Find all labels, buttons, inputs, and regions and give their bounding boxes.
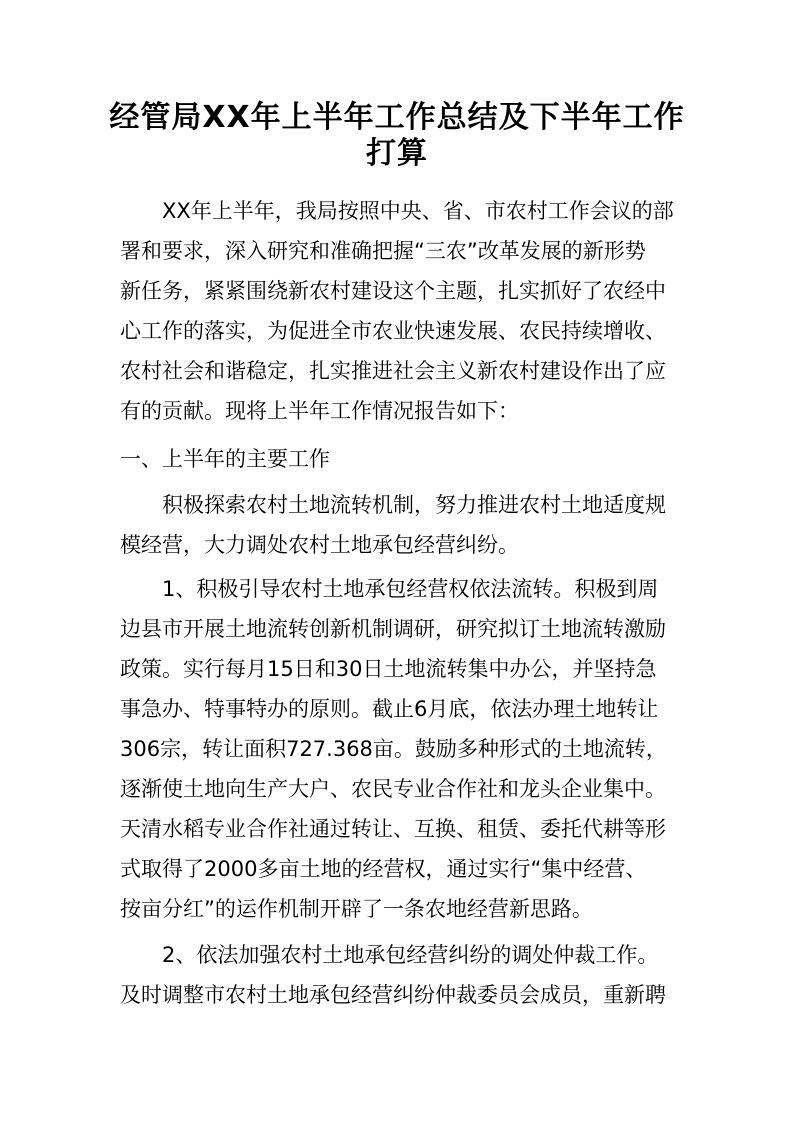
paragraph-line: 1、积极引导农村土地承包经营权依法流转。积极到周 [162, 577, 659, 601]
paragraph-line: 心工作的落实，为促进全市农业快速发展、农民持续增收、 [120, 319, 666, 343]
paragraph-line: 新任务，紧紧围绕新农村建设这个主题，扎实抓好了农经中 [120, 279, 666, 303]
paragraph-line: 2、依法加强农村土地承包经营纠纷的调处仲裁工作。 [162, 943, 659, 967]
paragraph-line: 署和要求，深入研究和准确把握“三农”改革发展的新形势 [120, 239, 646, 263]
paragraph-line: 天清水稻专业合作社通过转让、互换、租赁、委托代耕等形 [120, 817, 666, 841]
paragraph-line: 有的贡献。现将上半年工作情况报告如下： [120, 399, 519, 423]
paragraph-line: 及时调整市农村土地承包经营纠纷仲裁委员会成员，重新聘 [120, 983, 666, 1007]
paragraph-line: 式取得了2000多亩土地的经营权，通过实行“集中经营、 [120, 857, 647, 881]
paragraph-line: 农村社会和谐稳定，扎实推进社会主义新农村建设作出了应 [120, 359, 666, 383]
document-title-line-2: 打算 [366, 136, 428, 171]
paragraph-line: 逐渐使土地向生产大户、农民专业合作社和龙头企业集中。 [120, 777, 666, 801]
document-title-line-1: 经管局XX年上半年工作总结及下半年工作 [109, 100, 685, 135]
paragraph-line: XX年上半年，我局按照中央、省、市农村工作会议的部 [162, 199, 674, 223]
paragraph-line: 政策。实行每月15日和30日土地流转集中办公，并坚持急 [120, 657, 657, 681]
paragraph-line: 模经营，大力调处农村土地承包经营纠纷。 [120, 533, 519, 557]
paragraph-line: 边县市开展土地流转创新机制调研，研究拟订土地流转激励 [120, 617, 666, 641]
paragraph-line: 事急办、特事特办的原则。截止6月底，依法办理土地转让 [120, 697, 659, 721]
paragraph-line: 积极探索农村土地流转机制，努力推进农村土地适度规 [162, 493, 666, 517]
paragraph-line: 306宗，转让面积727.368亩。鼓励多种形式的土地流转， [120, 737, 667, 761]
section-heading: 一、上半年的主要工作 [120, 447, 330, 471]
paragraph-line: 按亩分红”的运作机制开辟了一条农地经营新思路。 [120, 897, 593, 921]
